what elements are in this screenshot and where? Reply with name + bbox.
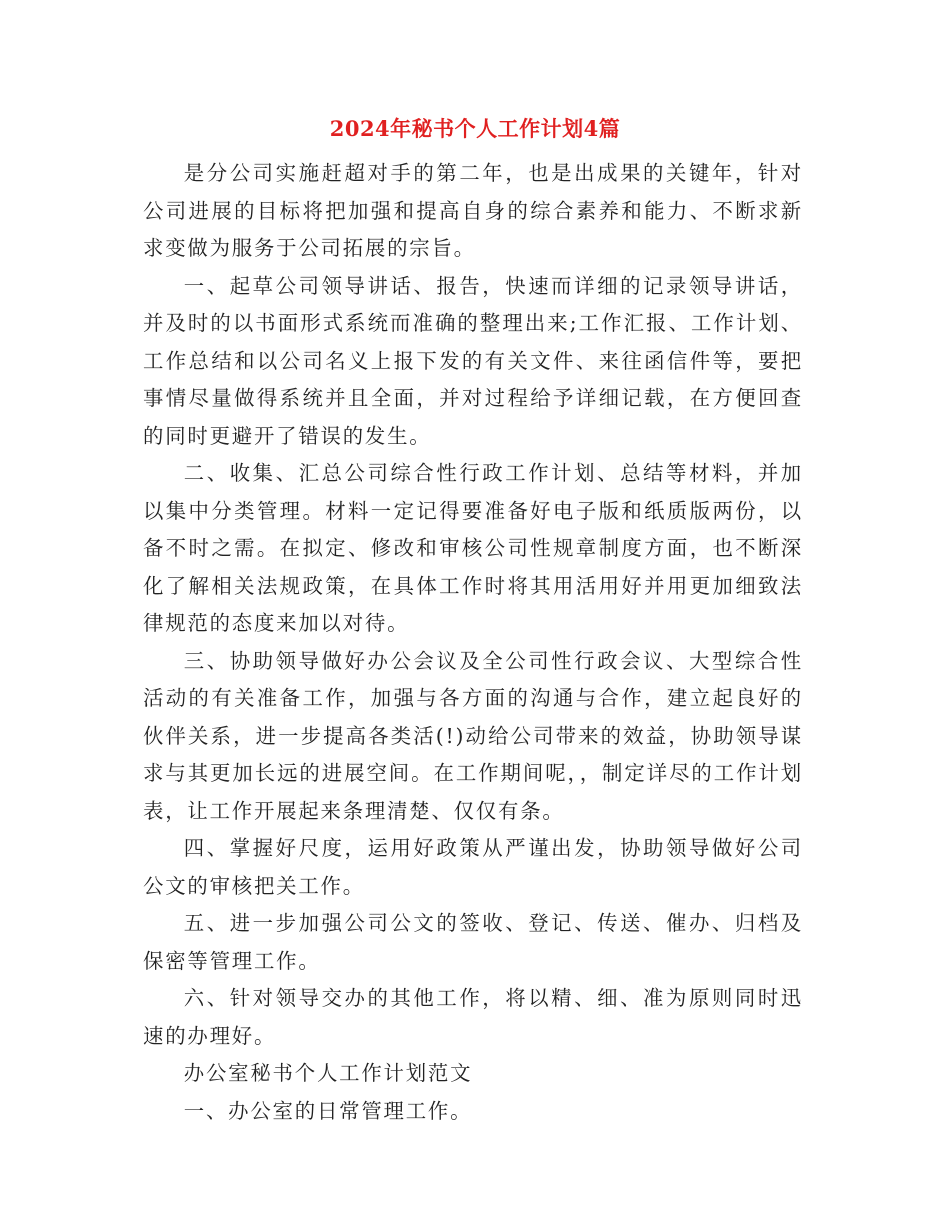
paragraph-section-item-1: 一、办公室的日常管理工作。 (183, 1098, 473, 1123)
paragraph-item-3: 三、协助领导做好办公会议及全公司性行政会议、大型综合性活动的有关准备工作，加强与各方面的沟通与合作，建立起良好的伙伴关系，进一步提高各类活(!)动给公司带来的效益，协助领导谋求与其更加长远的进展空间。在工作期间呢，，制定详尽的工作计划表，让工作开展起来条理清楚、仅仅有条。 (143, 648, 803, 823)
paragraph-intro: 是分公司实施赶超对手的第二年，也是出成果的关键年，针对公司进展的目标将把加强和提高自身的综合素养和能力、不断求新求变做为服务于公司拓展的宗旨。 (143, 161, 803, 260)
document-body (143, 155, 803, 1130)
paragraph-item-2: 二、收集、汇总公司综合性行政工作计划、总结等材料，并加以集中分类管理。材料一定记得要准备好电子版和纸质版两份，以备不时之需。在拟定、修改和审核公司性规章制度方面，也不断深化了解相关法规政策，在具体工作时将其用活用好并用更加细致法律规范的态度来加以对待。 (143, 461, 803, 635)
paragraph-item-6: 六、针对领导交办的其他工作，将以精、细、准为原则同时迅速的办理好。 (143, 986, 803, 1048)
section-heading: 办公室秘书个人工作计划范文 (183, 1061, 473, 1085)
paragraph-item-5: 五、进一步加强公司公文的签收、登记、传送、催办、归档及保密等管理工作。 (143, 911, 803, 973)
paragraph-item-1: 一、起草公司领导讲话、报告，快速而详细的记录领导讲话，并及时的以书面形式系统而准确的整理出来;工作汇报、工作计划、工作总结和以公司名义上报下发的有关文件、来往函信件等，要把事情尽量做得系统并且全面，并对过程给予详细记载，在方便回查的同时更避开了错误的发生。 (143, 273, 803, 448)
paragraph-item-4: 四、掌握好尺度，运用好政策从严谨出发，协助领导做好公司公文的审核把关工作。 (143, 836, 803, 898)
document-title: 2024年秘书个人工作计划4篇 (329, 116, 621, 141)
